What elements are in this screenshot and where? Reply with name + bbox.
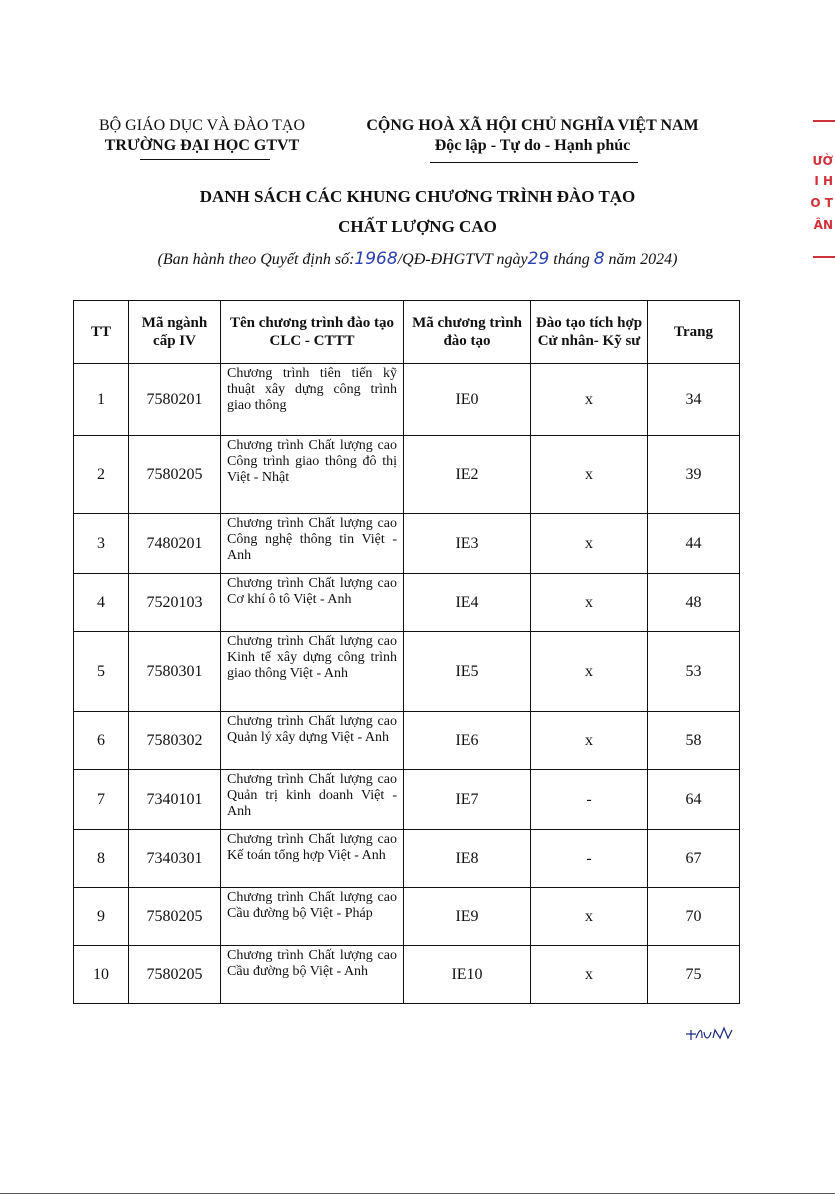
university-name: TRƯỜNG ĐẠI HỌC GTVT (104, 137, 300, 154)
cell-program: IE2 (404, 436, 531, 514)
header-name: Tên chương trình đào tạo CLC - CTTT (221, 301, 404, 364)
table-row (74, 770, 740, 830)
document-title: DANH SÁCH CÁC KHUNG CHƯƠNG TRÌNH ĐÀO TẠO (199, 187, 636, 206)
decision-prefix: (Ban hành theo Quyết định số: (157, 251, 355, 268)
cell-page: 67 (648, 830, 740, 888)
cell-program: IE6 (404, 712, 531, 770)
cell-program: IE4 (404, 574, 531, 632)
table-row (74, 946, 740, 1004)
header-code: Mã ngành cấp IV (129, 301, 221, 364)
issuer-block (62, 116, 342, 156)
stamp-text-3: O T (810, 196, 833, 210)
decision-month: 8 (593, 249, 605, 269)
document-title-line2: CHẤT LƯỢNG CAO (338, 217, 497, 236)
stamp-text-2: I H (814, 174, 833, 188)
table-row (74, 888, 740, 946)
cell-page: 48 (648, 574, 740, 632)
cell-integrated: x (531, 632, 648, 712)
cell-integrated: x (531, 888, 648, 946)
cell-page: 53 (648, 632, 740, 712)
cell-code: 7340301 (129, 830, 221, 888)
stamp-bar (813, 120, 835, 122)
cell-code: 7580205 (129, 946, 221, 1004)
issuer-underline (140, 159, 270, 160)
cell-name: Chương trình Chất lượng cao Công nghệ thông tin Việt - Anh (221, 514, 404, 574)
decision-day: 29 (527, 249, 550, 269)
cell-page: 70 (648, 888, 740, 946)
cell-program: IE3 (404, 514, 531, 574)
header-page: Trang (648, 301, 740, 364)
cell-program: IE0 (404, 364, 531, 436)
cell-program: IE7 (404, 770, 531, 830)
cell-name: Chương trình Chất lượng cao Kế toán tổng hợp Việt - Anh (221, 830, 404, 888)
cell-code: 7480201 (129, 514, 221, 574)
cell-page: 44 (648, 514, 740, 574)
cell-integrated: x (531, 946, 648, 1004)
national-header (350, 116, 715, 156)
cell-name: Chương trình Chất lượng cao Cơ khí ô tô Việt - Anh (221, 574, 404, 632)
cell-code: 7580301 (129, 632, 221, 712)
table-row (74, 436, 740, 514)
cell-integrated: - (531, 830, 648, 888)
cell-page: 34 (648, 364, 740, 436)
cell-page: 58 (648, 712, 740, 770)
cell-tt: 9 (74, 888, 129, 946)
cell-integrated: x (531, 574, 648, 632)
cell-name: Chương trình Chất lượng cao Cầu đường bộ Việt - Pháp (221, 888, 404, 946)
cell-tt: 4 (74, 574, 129, 632)
stamp-text-1: ƯỜ (812, 154, 833, 168)
cell-code: 7580201 (129, 364, 221, 436)
ministry-name: BỘ GIÁO DỤC VÀ ĐÀO TẠO (98, 117, 306, 134)
stamp-text-4: ÂN (813, 218, 833, 232)
cell-code: 7580205 (129, 436, 221, 514)
scan-border (0, 1193, 835, 1194)
table-row (74, 574, 740, 632)
cell-integrated: x (531, 436, 648, 514)
cell-integrated: x (531, 712, 648, 770)
header-tt: TT (74, 301, 129, 364)
cell-tt: 3 (74, 514, 129, 574)
cell-name: Chương trình tiên tiến kỹ thuật xây dựng công trình giao thông (221, 364, 404, 436)
cell-tt: 5 (74, 632, 129, 712)
cell-integrated: x (531, 514, 648, 574)
cell-name: Chương trình Chất lượng cao Quản trị kinh doanh Việt - Anh (221, 770, 404, 830)
cell-code: 7520103 (129, 574, 221, 632)
cell-program: IE8 (404, 830, 531, 888)
header-program: Mã chương trình đào tạo (404, 301, 531, 364)
cell-program: IE5 (404, 632, 531, 712)
cell-name: Chương trình Chất lượng cao Công trình giao thông đô thị Việt - Nhật (221, 436, 404, 514)
motto-underline (430, 162, 638, 163)
cell-name: Chương trình Chất lượng cao Quản lý xây dựng Việt - Anh (221, 712, 404, 770)
cell-name: Chương trình Chất lượng cao Kinh tế xây dựng công trình giao thông Việt - Anh (221, 632, 404, 712)
table-row (74, 514, 740, 574)
cell-program: IE10 (404, 946, 531, 1004)
program-table (73, 300, 740, 1004)
cell-code: 7580302 (129, 712, 221, 770)
header-integrated: Đào tạo tích hợp Cử nhân- Kỹ sư (531, 301, 648, 364)
cell-name: Chương trình Chất lượng cao Cầu đường bộ Việt - Anh (221, 946, 404, 1004)
decision-mid: /QĐ-ĐHGTVT ngày (397, 251, 528, 268)
cell-tt: 1 (74, 364, 129, 436)
cell-tt: 10 (74, 946, 129, 1004)
republic-name: CỘNG HOÀ XÃ HỘI CHỦ NGHĨA VIỆT NAM (366, 117, 699, 134)
decision-number: 1968 (354, 249, 398, 269)
signature-initial-icon (684, 1022, 734, 1044)
table-row (74, 364, 740, 436)
cell-page: 64 (648, 770, 740, 830)
cell-code: 7580205 (129, 888, 221, 946)
cell-integrated: x (531, 364, 648, 436)
cell-program: IE9 (404, 888, 531, 946)
decision-reference (0, 248, 835, 271)
national-motto: Độc lập - Tự do - Hạnh phúc (434, 137, 631, 154)
cell-tt: 7 (74, 770, 129, 830)
decision-suffix: năm 2024) (604, 251, 678, 268)
cell-tt: 8 (74, 830, 129, 888)
table-row (74, 632, 740, 712)
decision-month-word: tháng (549, 251, 594, 268)
cell-page: 39 (648, 436, 740, 514)
table-row (74, 830, 740, 888)
cell-tt: 2 (74, 436, 129, 514)
cell-integrated: - (531, 770, 648, 830)
cell-page: 75 (648, 946, 740, 1004)
table-row (74, 712, 740, 770)
table-header-row (74, 301, 740, 364)
cell-tt: 6 (74, 712, 129, 770)
cell-code: 7340101 (129, 770, 221, 830)
